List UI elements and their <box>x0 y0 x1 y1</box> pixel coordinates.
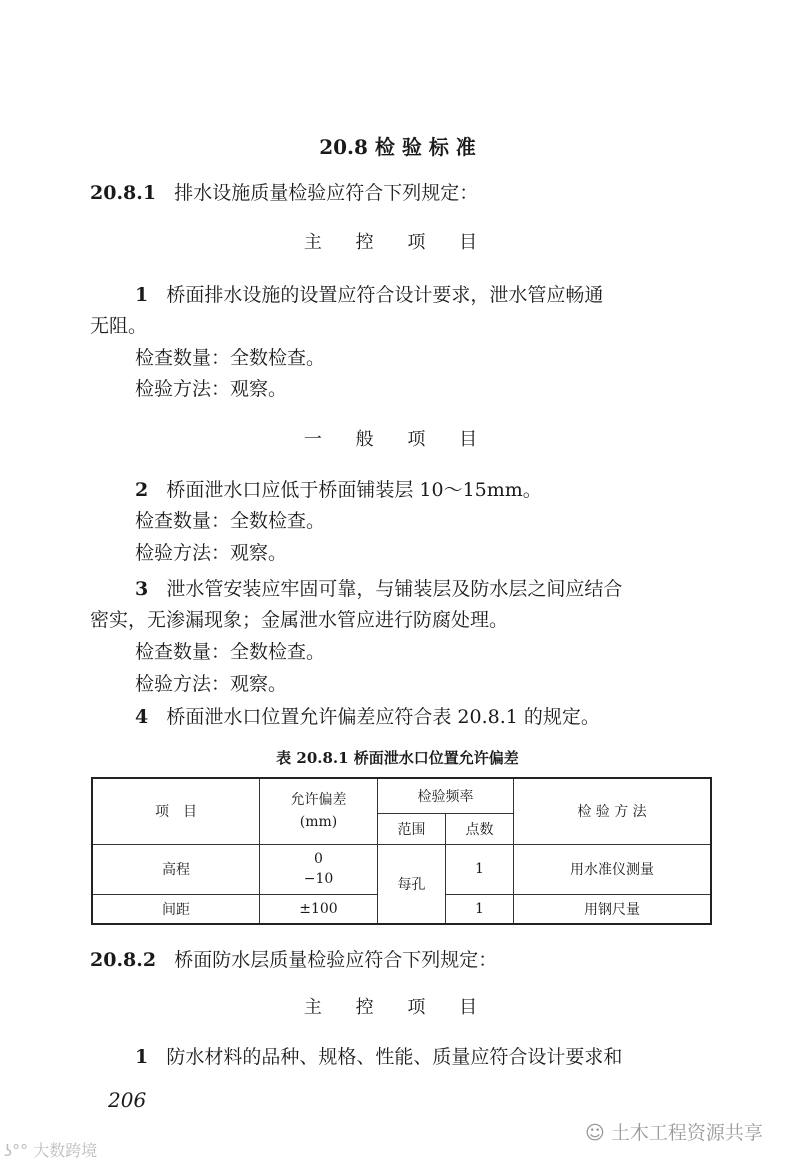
table-caption: 表 20.8.1 桥面泄水口位置允许偏差 <box>276 749 519 767</box>
cell-item: 间距 <box>92 894 260 924</box>
item-2: 2 桥面泄水口应低于桥面铺装层 10～15mm。 <box>135 479 542 501</box>
cell-method: 用钢尺量 <box>514 894 712 924</box>
cell-scope: 每孔 <box>378 844 446 924</box>
header-item: 项 目 <box>92 778 260 844</box>
item-3-method: 检验方法：观察。 <box>135 673 288 695</box>
logo-icon: ʖ°° <box>4 1141 29 1160</box>
item-3-cont: 密实，无渗漏现象；金属泄水管应进行防腐处理。 <box>90 609 509 631</box>
item-1-qty: 检查数量：全数检查。 <box>135 347 326 369</box>
item-2-qty: 检查数量：全数检查。 <box>135 510 326 532</box>
main-items-heading: 主 控 项 目 <box>303 232 492 253</box>
page-number: 206 <box>108 1088 147 1112</box>
item-3-qty: 检查数量：全数检查。 <box>135 641 326 663</box>
cell-tolerance: ±100 <box>260 894 378 924</box>
header-points: 点数 <box>446 813 514 844</box>
general-items-heading: 一 般 项 目 <box>303 429 492 450</box>
section-title: 20.8 检 验 标 准 <box>319 135 476 159</box>
cell-points: 1 <box>446 894 514 924</box>
watermark-right: ☺ 土木工程资源共享 <box>585 1122 763 1144</box>
cell-item: 高程 <box>92 844 260 894</box>
item-1-cont: 无阻。 <box>90 315 148 337</box>
table-row <box>92 844 711 894</box>
header-method: 检 验 方 法 <box>514 778 712 844</box>
cell-points: 1 <box>446 844 514 894</box>
item-1b: 1 防水材料的品种、规格、性能、质量应符合设计要求和 <box>135 1046 623 1068</box>
item-1-method: 检验方法：观察。 <box>135 378 288 400</box>
item-2-method: 检验方法：观察。 <box>135 542 288 564</box>
watermark-left: ʖ°° 大数跨境 <box>4 1141 98 1160</box>
cell-method: 用水准仪测量 <box>514 844 712 894</box>
header-scope: 范围 <box>378 813 446 844</box>
tolerance-table <box>91 777 712 925</box>
cell-tolerance: 0 −10 <box>260 844 378 894</box>
item-3: 3 泄水管安装应牢固可靠，与铺装层及防水层之间应结合 <box>135 578 623 600</box>
main-items-heading-2: 主 控 项 目 <box>303 997 492 1018</box>
header-tolerance: 允许偏差 (mm) <box>260 778 378 844</box>
item-4: 4 桥面泄水口位置允许偏差应符合表 20.8.1 的规定。 <box>135 706 600 728</box>
clause-20-8-1: 20.8.1 排水设施质量检验应符合下列规定： <box>90 182 479 204</box>
clause-20-8-2: 20.8.2 桥面防水层质量检验应符合下列规定： <box>90 949 498 971</box>
header-frequency: 检验频率 <box>378 778 514 813</box>
item-1: 1 桥面排水设施的设置应符合设计要求，泄水管应畅通 <box>135 284 604 306</box>
wechat-icon: ☺ <box>585 1122 605 1144</box>
